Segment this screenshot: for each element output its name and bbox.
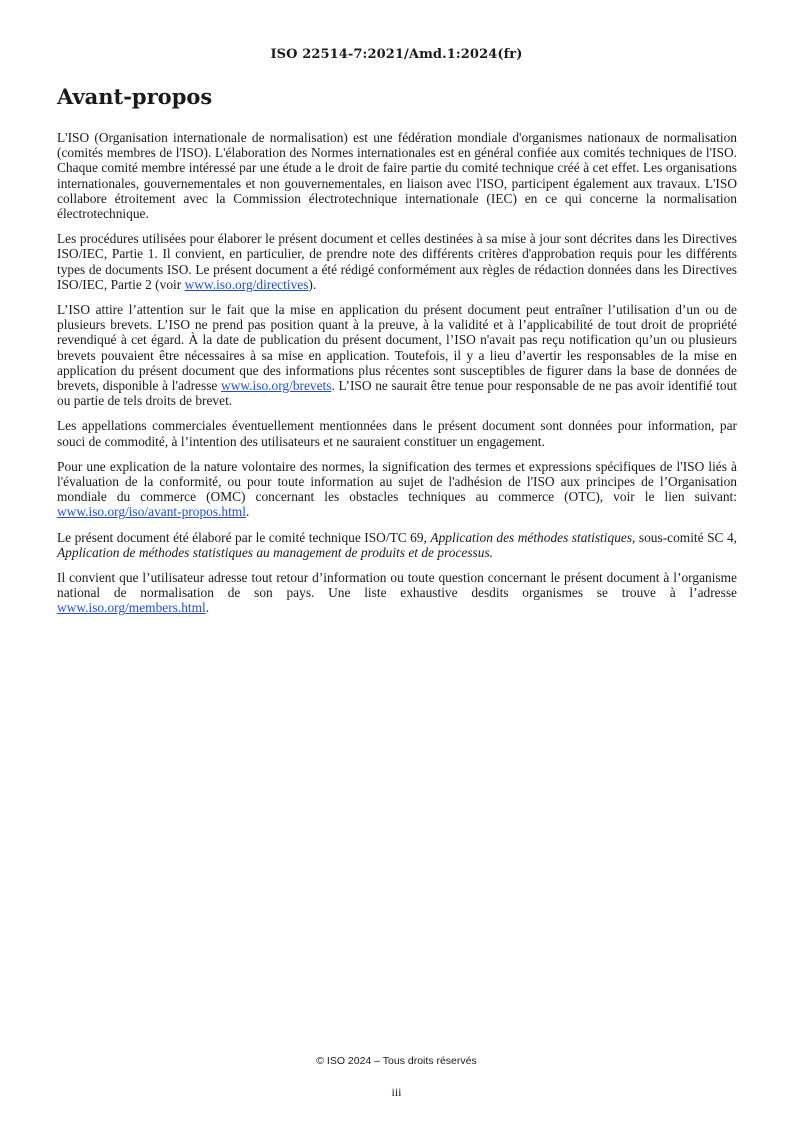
directives-link[interactable]: www.iso.org/directives xyxy=(184,276,309,292)
paragraph-procedures-end: ). xyxy=(308,276,317,292)
document-header: ISO 22514-7:2021/Amd.1:2024(fr) xyxy=(270,47,523,62)
page-title: Avant-propos xyxy=(57,84,213,109)
paragraph-feedback-end: . xyxy=(205,600,210,616)
paragraph-patents-end: . L’ISO ne saurait être tenue pour responsable de ne pas avoir identifié tout ou partie de tels droits de brevet. xyxy=(57,378,737,409)
foreword-link[interactable]: www.iso.org/iso/avant-propos.html xyxy=(57,504,246,520)
committee-title: Application des méthodes statistiques xyxy=(430,529,633,545)
paragraph-trade-names: Les appellations commerciales éventuellement mentionnées dans le présent document sont données pour information, par souci de commodité, à l’intention des utilisateurs et ne sauraient constituer un engagement. xyxy=(57,418,737,449)
paragraph-feedback xyxy=(57,570,737,616)
paragraph-patents-text: L’ISO attire l’attention sur le fait que la mise en application du présent document peut entraîner l’utilisation d’un ou de plusieurs brevets. L’ISO ne prend pas position quant à la preuve, à la validité et à l’applicabilité de tout droit de propriété revendiqué à cet égard. À la date de publication du présent document, l’ISO n'avait pas reçu notification qu’un ou plusieurs brevets pouvaient être nécessaires à sa mise en application. Toutefois, il y a lieu d’avertir les responsables de la mise en application du présent document que des informations plus récentes sont susceptibles de figurer dans la base de données de brevets, disponible à l'adresse xyxy=(57,302,737,394)
paragraph-iso-overview: L'ISO (Organisation internationale de normalisation) est une fédération mondiale d'organismes nationaux de normalisation (comités membres de l'ISO). L'élaboration des Normes internationales est en général confiée aux comités techniques de l'ISO. Chaque comité membre intéressé par une étude a le droit de faire partie du comité technique créé à cet effet. Les organisations internationales, gouvernementales et non gouvernementales, en liaison avec l'ISO, participent également aux travaux. L'ISO collabore étroitement avec la Commission électrotechnique internationale (IEC) en ce qui concerne la normalisation électrotechnique. xyxy=(57,130,737,222)
paragraph-voluntary-end: . xyxy=(245,504,250,520)
patents-link[interactable]: www.iso.org/brevets xyxy=(221,378,332,394)
foreword-body xyxy=(57,130,737,626)
paragraph-procedures xyxy=(57,231,737,292)
footer-copyright: © ISO 2024 – Tous droits réservés xyxy=(316,1055,477,1067)
paragraph-voluntary-text: Pour une explication de la nature volontaire des normes, la signification des termes et expressions spécifiques de l'ISO liés à l'évaluation de la conformité, ou pour toute information au sujet de l'adhésion de l'ISO aux principes de l’Organisation mondiale du commerce (OMC) concernant les obstacles techniques au commerce (OTC), voir le lien suivant: xyxy=(57,458,737,505)
paragraph-voluntary-nature xyxy=(57,459,737,520)
members-link[interactable]: www.iso.org/members.html xyxy=(57,600,206,616)
paragraph-committee xyxy=(57,530,737,560)
paragraph-feedback-text: Il convient que l’utilisateur adresse tout retour d’information ou toute question concernant le présent document à l’organisme national de normalisation de son pays. Une liste exhaustive desdits organismes se trouve à l’adresse xyxy=(57,570,737,601)
paragraph-procedures-text: Les procédures utilisées pour élaborer le présent document et celles destinées à sa mise à jour sont décrites dans les Directives ISO/IEC, Partie 1. Il convient, en particulier, de prendre note des différents critères d'approbation requis pour les différents types de documents ISO. Le présent document a été rédigé conformément aux règles de rédaction données dans les Directives ISO/IEC, Partie 2 (voir xyxy=(57,231,737,292)
paragraph-patents xyxy=(57,302,737,408)
page-number: iii xyxy=(391,1085,402,1099)
paragraph-committee-text: Le présent document été élaboré par le comité technique ISO/TC 69, xyxy=(57,529,431,545)
subcommittee-title: Application de méthodes statistiques au management de produits et de processus. xyxy=(57,544,494,560)
paragraph-committee-mid: , sous-comité SC 4, xyxy=(632,529,737,545)
